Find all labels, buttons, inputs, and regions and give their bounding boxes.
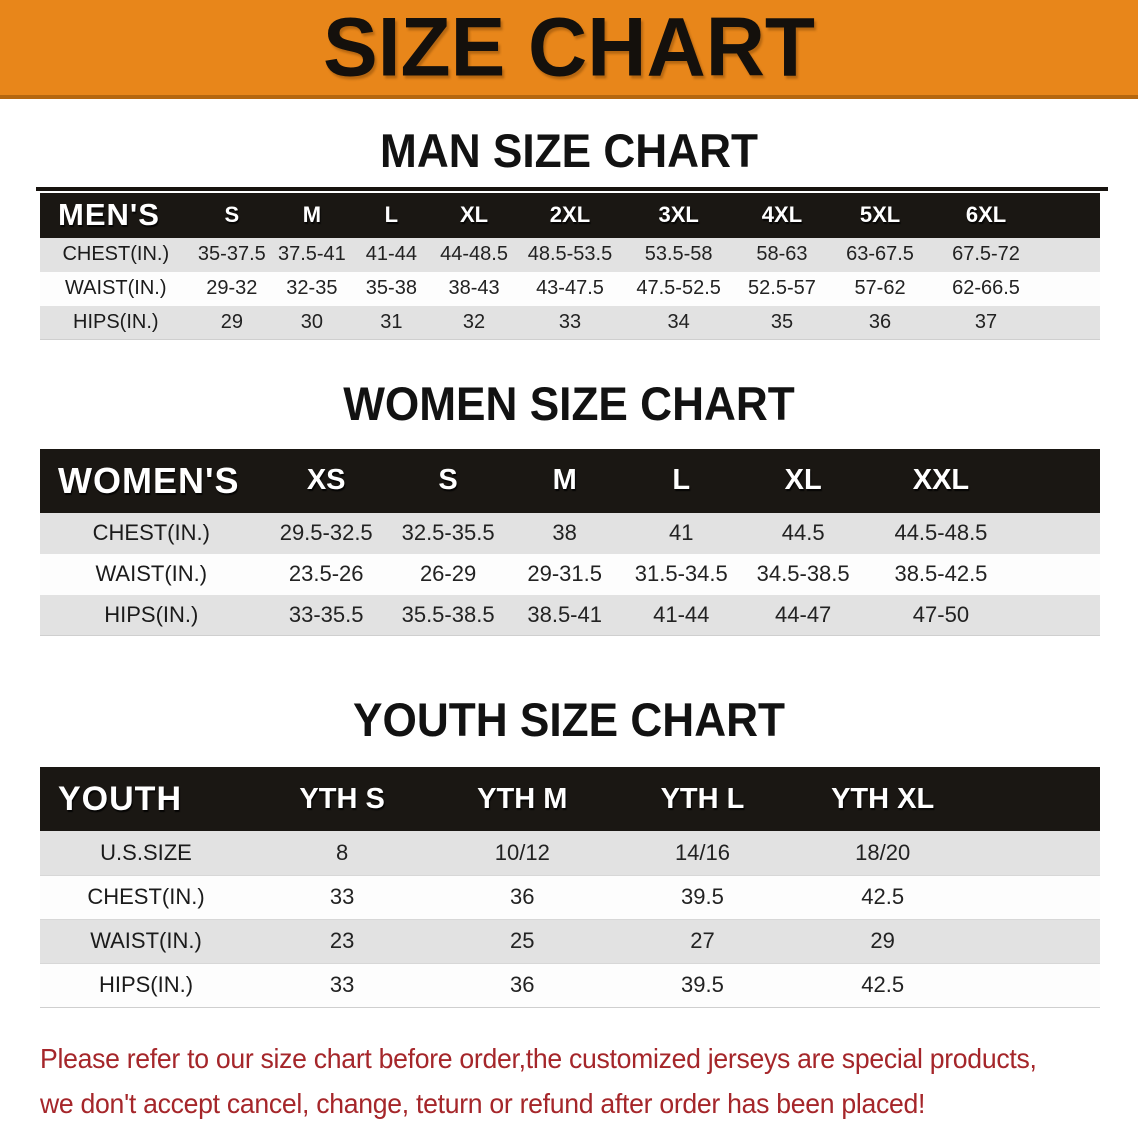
spacer-cell	[1042, 272, 1100, 306]
womens-waist-row	[40, 554, 1100, 595]
size-cell: 35	[770, 310, 794, 333]
size-cell: 41	[669, 520, 694, 546]
row-label: HIPS(IN.)	[104, 602, 199, 628]
size-cell: 41-44	[653, 602, 710, 628]
size-cell: 39.5	[681, 884, 724, 910]
row-label: HIPS(IN.)	[98, 972, 194, 998]
size-cell: 33-35.5	[288, 602, 364, 628]
size-cell: 58-63	[756, 243, 808, 266]
spacer-cell	[1015, 554, 1100, 595]
row-label: CHEST(IN.)	[92, 520, 210, 546]
youth-ussize-row	[40, 831, 1100, 875]
size-chart-banner	[0, 0, 1138, 99]
size-cell: 10/12	[494, 839, 550, 865]
women-size-heading: WOMEN SIZE CHART	[343, 377, 795, 431]
size-cell: 36	[868, 310, 892, 333]
youth-size-table	[40, 767, 1100, 1008]
womens-chest-row	[40, 513, 1100, 554]
size-cell: 38-43	[448, 277, 500, 300]
size-cell: 31.5-34.5	[634, 561, 728, 587]
size-cell: 25	[510, 928, 535, 954]
man-size-section	[0, 125, 1138, 340]
size-cell: 42.5	[861, 972, 905, 998]
size-cell: 29.5-32.5	[279, 520, 373, 546]
spacer-cell	[1015, 513, 1100, 554]
women-size-section	[0, 378, 1138, 636]
size-column-header: L	[623, 449, 740, 513]
size-column-header: 5XL	[830, 193, 931, 238]
size-cell: 63-67.5	[846, 243, 914, 266]
banner-title: SIZE CHART	[323, 0, 815, 94]
size-column-header: 3XL	[623, 193, 734, 238]
spacer-cell	[973, 875, 1100, 919]
youth-size-section	[0, 694, 1138, 1007]
youth-waist-row	[40, 919, 1100, 963]
size-cell: 41-44	[365, 243, 417, 266]
size-column-header: XS	[263, 449, 390, 513]
size-cell: 35-37.5	[197, 243, 266, 266]
size-cell: 32-35	[286, 277, 338, 300]
size-column-header: M	[506, 449, 623, 513]
womens-hips-row	[40, 595, 1100, 636]
size-cell: 44-47	[775, 602, 832, 628]
size-cell: 33	[329, 972, 355, 998]
size-cell: 33	[329, 884, 355, 910]
size-cell: 43-47.5	[536, 277, 604, 300]
size-cell: 37.5-41	[277, 243, 346, 266]
spacer-cell	[973, 963, 1100, 1007]
size-cell: 38	[552, 520, 577, 546]
row-label: HIPS(IN.)	[73, 310, 159, 333]
size-cell: 44-48.5	[440, 243, 508, 266]
size-column-header: 2XL	[517, 193, 623, 238]
size-column-header: S	[192, 193, 273, 238]
size-cell: 38.5-42.5	[894, 561, 988, 587]
mens-size-table	[40, 193, 1100, 341]
size-cell: 14/16	[674, 839, 730, 865]
size-column-header: YTH S	[252, 767, 432, 831]
size-cell: 8	[335, 839, 349, 865]
size-column-header: XXL	[867, 449, 1015, 513]
size-cell: 47.5-52.5	[636, 277, 721, 300]
row-label: WAIST(IN.)	[65, 277, 167, 300]
row-label: CHEST(IN.)	[87, 884, 205, 910]
man-size-heading: MAN SIZE CHART	[380, 124, 758, 177]
size-cell: 27	[690, 928, 715, 954]
youth-size-heading: YOUTH SIZE CHART	[353, 693, 785, 747]
size-cell: 53.5-58	[644, 243, 713, 266]
mens-corner-label: MEN'S	[40, 193, 192, 238]
youth-chest-row	[40, 875, 1100, 919]
size-cell: 32.5-35.5	[401, 520, 495, 546]
mens-waist-row	[40, 272, 1100, 306]
size-cell: 29	[870, 928, 895, 954]
size-cell: 37	[974, 310, 998, 333]
size-column-header: S	[390, 449, 507, 513]
size-cell: 42.5	[861, 884, 905, 910]
mens-table-top-rule	[36, 187, 1108, 191]
row-label: CHEST(IN.)	[62, 243, 170, 266]
size-cell: 44.5	[781, 520, 825, 546]
size-cell: 47-50	[912, 602, 970, 628]
spacer-cell	[1042, 193, 1100, 238]
size-column-header: 4XL	[734, 193, 829, 238]
size-cell: 34	[667, 310, 690, 333]
mens-header-row	[40, 193, 1100, 238]
size-cell: 26-29	[419, 561, 477, 587]
youth-header-row	[40, 767, 1100, 831]
size-cell: 57-62	[854, 277, 906, 300]
footer-line-1: Please refer to our size chart before order,the customized jerseys are special products,	[40, 1042, 1037, 1074]
womens-corner-label: WOMEN'S	[40, 449, 263, 513]
size-column-header: XL	[740, 449, 867, 513]
size-cell: 36	[510, 884, 535, 910]
size-cell: 35.5-38.5	[401, 602, 495, 628]
spacer-cell	[973, 831, 1100, 875]
size-cell: 38.5-41	[527, 602, 602, 628]
size-cell: 44.5-48.5	[894, 520, 988, 546]
spacer-cell	[1042, 306, 1100, 340]
row-label: U.S.SIZE	[100, 839, 192, 865]
size-cell: 29	[220, 310, 243, 333]
size-cell: 39.5	[681, 972, 724, 998]
size-column-header: XL	[431, 193, 517, 238]
size-column-header: YTH M	[432, 767, 612, 831]
row-label: WAIST(IN.)	[90, 928, 202, 954]
spacer-cell	[1042, 238, 1100, 272]
size-column-header: L	[352, 193, 432, 238]
mens-hips-row	[40, 306, 1100, 340]
youth-hips-row	[40, 963, 1100, 1007]
womens-header-row	[40, 449, 1100, 513]
size-cell: 48.5-53.5	[527, 243, 613, 266]
size-cell: 32	[462, 310, 486, 333]
size-cell: 34.5-38.5	[756, 561, 850, 587]
size-cell: 30	[300, 310, 323, 333]
size-column-header: YTH L	[612, 767, 792, 831]
size-cell: 67.5-72	[952, 243, 1020, 266]
spacer-cell	[1015, 595, 1100, 636]
size-cell: 33	[558, 310, 582, 333]
size-cell: 35-38	[365, 277, 417, 300]
footer-line-2: we don't accept cancel, change, teturn or refund after order has been placed!	[40, 1087, 926, 1119]
size-cell: 23.5-26	[288, 561, 364, 587]
spacer-cell	[973, 767, 1100, 831]
size-cell: 29-31.5	[527, 561, 602, 587]
footer-note	[40, 1036, 1083, 1126]
size-cell: 23	[329, 928, 355, 954]
size-column-header: YTH XL	[793, 767, 973, 831]
spacer-cell	[1015, 449, 1100, 513]
size-cell: 36	[510, 972, 535, 998]
womens-size-table	[40, 449, 1100, 637]
size-cell: 29-32	[206, 277, 258, 300]
youth-corner-label: YOUTH	[40, 767, 252, 831]
size-cell: 31	[380, 310, 403, 333]
size-cell: 52.5-57	[748, 277, 816, 300]
size-column-header: M	[272, 193, 352, 238]
size-column-header: 6XL	[930, 193, 1041, 238]
size-cell: 18/20	[855, 839, 911, 865]
mens-chest-row	[40, 238, 1100, 272]
row-label: WAIST(IN.)	[95, 561, 208, 587]
size-cell: 62-66.5	[952, 277, 1020, 300]
spacer-cell	[973, 919, 1100, 963]
